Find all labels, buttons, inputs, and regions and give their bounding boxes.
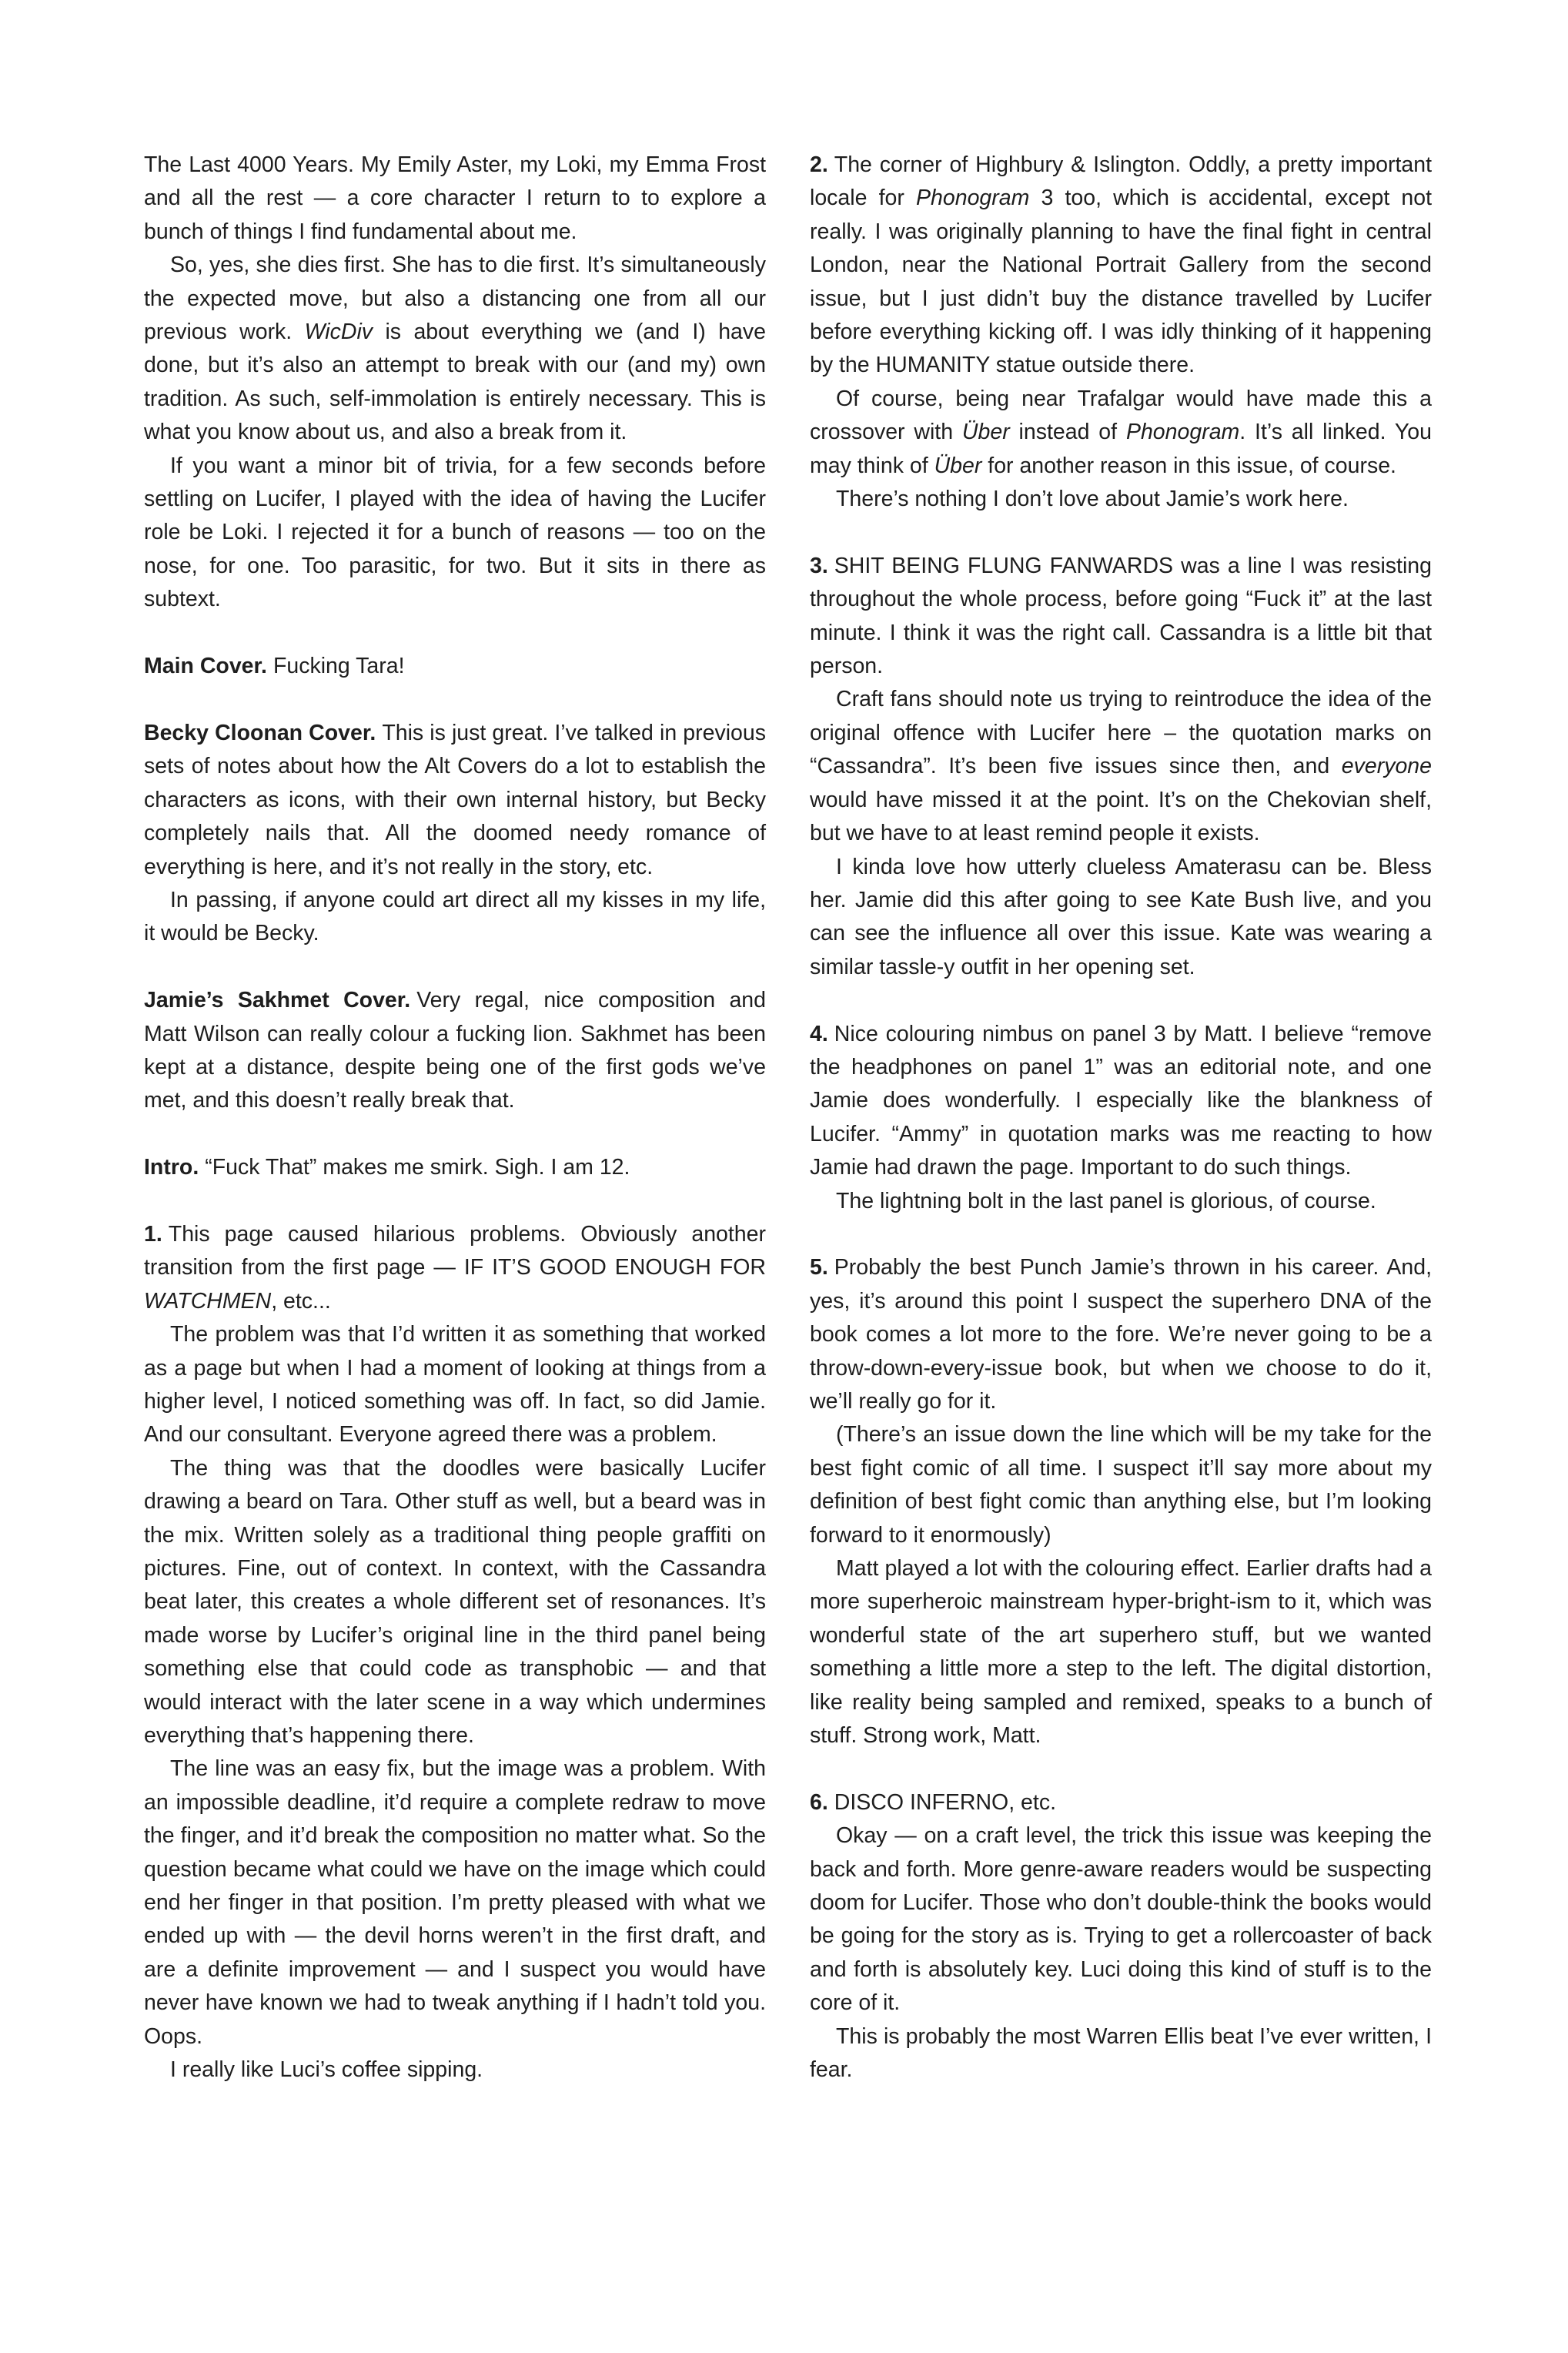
body-text: instead of <box>1009 420 1126 445</box>
paragraph <box>810 1251 1432 1418</box>
section-heading: 3. <box>810 553 828 578</box>
right-column <box>810 149 1432 2120</box>
paragraph <box>144 650 766 683</box>
body-text: DISCO INFERNO, etc. <box>834 1789 1056 1815</box>
note-section <box>144 650 766 683</box>
paragraph <box>144 2053 766 2087</box>
note-section <box>144 984 766 1118</box>
italic-title: Über <box>934 453 982 478</box>
paragraph <box>810 1185 1432 1218</box>
italic-title: WicDiv <box>304 320 373 345</box>
paragraph <box>144 984 766 1118</box>
note-section <box>144 149 766 617</box>
body-text: SHIT BEING FLUNG FANWARDS was a line I was resisting throughout the whole process, before going “Fuck it” at the last minute. I think it was the right call. Cassandra is a little bit that person. <box>810 553 1432 679</box>
section-heading: 1. <box>144 1221 162 1247</box>
paragraph <box>144 884 766 951</box>
paragraph <box>810 851 1432 985</box>
italic-title: Phonogram <box>916 186 1030 211</box>
body-text: , etc... <box>271 1288 331 1314</box>
body-text: for another reason in this issue, of course. <box>981 453 1396 478</box>
italic-title: WATCHMEN <box>144 1288 272 1314</box>
paragraph <box>810 1786 1432 1819</box>
body-text: The line was an easy fix, but the image was a problem. With an impossible deadline, it’d require a complete redraw to move the finger, and it’d break the composition no matter what. So the question became what could we have on the image which could end her finger in that position. I’m pretty pleased with what we ended up with — the devil horns weren’t in the first draft, and are a definite improvement — and I suspect you would have never have known we had to tweak anything if I hadn’t told you. Oops. <box>144 1756 766 2049</box>
note-section <box>810 550 1432 984</box>
body-text: 3 too, which is accidental, except not really. I was originally planning to have the final fight in central London, near the National Portrait Gallery from the second issue, but I just didn’t buy the distance travelled by Lucifer before everything kicking off. I was idly thinking of it happening by the HUMANITY statue outside there. <box>810 186 1433 378</box>
section-heading: 5. <box>810 1255 828 1280</box>
body-text: This is probably the most Warren Ellis beat I’ve ever written, I fear. <box>810 2023 1432 2083</box>
body-text: The Last 4000 Years. My Emily Aster, my Loki, my Emma Frost and all the rest — a core character I return to to explore a bunch of things I find fundamental about me. <box>144 152 766 244</box>
section-heading: 6. <box>810 1789 828 1815</box>
paragraph <box>810 1418 1432 1552</box>
body-text: Craft fans should note us trying to reintroduce the idea of the original offence with Lucifer here – the quotation marks on “Cassandra”. It’s been five issues since then, and <box>810 687 1432 779</box>
body-text: This page caused hilarious problems. Obviously another transition from the first page — IF IT’S GOOD ENOUGH FOR <box>144 1221 766 1280</box>
section-heading: Main Cover. <box>144 654 267 679</box>
left-column <box>144 149 766 2120</box>
body-text: The lightning bolt in the last panel is glorious, of course. <box>836 1188 1376 1213</box>
section-heading: 2. <box>810 152 828 177</box>
body-text: This is just great. I’ve talked in previous sets of notes about how the Alt Covers do a lot to establish the characters as icons, with their own internal history, but Becky completely nails that. All the doomed needy romance of everything is here, and it’s not really in the story, etc. <box>144 720 766 879</box>
body-text: “Fuck That” makes me smirk. Sigh. I am 12. <box>205 1155 630 1180</box>
note-section <box>144 1218 766 2087</box>
body-text: The corner of Highbury & Islington. Oddly, a pretty important locale for <box>810 152 1432 211</box>
body-text: Very regal, nice composition and Matt Wilson can really colour a fucking lion. Sakhmet has been kept at a distance, despite being one of the first gods we’ve met, and this doesn’t really break that. <box>144 988 766 1113</box>
body-text: In passing, if anyone could art direct all my kisses in my life, it would be Becky. <box>144 887 766 946</box>
body-text: . It’s all linked. You may think of <box>810 420 1432 478</box>
paragraph <box>144 717 766 884</box>
body-text: I kinda love how utterly clueless Amaterasu can be. Bless her. Jamie did this after going to see Kate Bush live, and you can see the influence all over this issue. Kate was wearing a similar tassle-y outfit in her opening set. <box>810 854 1432 979</box>
italic-title: everyone <box>1341 754 1432 779</box>
paragraph <box>144 1218 766 1318</box>
paragraph <box>144 1452 766 1753</box>
body-text: Of course, being near Trafalgar would have made this a crossover with <box>810 386 1432 445</box>
paragraph <box>810 149 1432 383</box>
body-text: Fucking Tara! <box>272 654 405 679</box>
body-text: Probably the best Punch Jamie’s thrown in his career. And, yes, it’s around this point I suspect the superhero DNA of the book comes a lot more to the fore. We’re never going to be a throw-down-every-issue book, but when we choose to do it, we’ll really go for it. <box>810 1255 1432 1414</box>
paragraph <box>810 383 1432 483</box>
section-heading: Intro. <box>144 1155 199 1180</box>
body-text: I really like Luci’s coffee sipping. <box>170 2057 483 2083</box>
paragraph <box>144 149 766 249</box>
section-heading: 4. <box>810 1021 828 1046</box>
body-text: Okay — on a craft level, the trick this issue was keeping the back and forth. More genre-aware readers would be suspecting doom for Lucifer. Those who don’t double-think the books would be going for the story as is. Trying to get a rollercoaster of back and forth is absolutely key. Luci doing this kind of stuff is to the core of it. <box>810 1823 1432 2016</box>
note-section <box>810 1251 1432 1752</box>
note-section <box>810 149 1432 516</box>
paragraph <box>810 2020 1432 2087</box>
body-text: (There’s an issue down the line which will be my take for the best fight comic of all time. I suspect it’ll say more about my definition of best fight comic than anything else, but I’m looking forward to it enormously) <box>810 1422 1432 1548</box>
paragraph <box>144 1318 766 1452</box>
body-text: The thing was that the doodles were basically Lucifer drawing a beard on Tara. Other stuff as well, but a beard was in the mix. Written solely as a traditional thing people graffiti on pictures. Fine, out of context. In context, with the Cassandra beat later, this creates a whole different set of resonances. It’s made worse by Lucifer’s original line in the third panel being something else that could code as transphobic — and that would interact with the later scene in a way which undermines everything that’s happening there. <box>144 1455 766 1749</box>
italic-title: Phonogram <box>1125 420 1240 445</box>
body-text: would have missed it at the point. It’s on the Chekovian shelf, but we have to at least remind people it exists. <box>810 787 1432 846</box>
paragraph <box>810 683 1432 850</box>
body-text: Nice colouring nimbus on panel 3 by Matt. I believe “remove the headphones on panel 1” was an editorial note, and one Jamie does wonderfully. I especially like the blankness of Lucifer. “Ammy” in quotation marks was me reacting to how Jamie had drawn the page. Important to do such things. <box>810 1021 1432 1180</box>
paragraph <box>810 1552 1432 1752</box>
paragraph <box>810 483 1432 516</box>
body-text: There’s nothing I don’t love about Jamie’s work here. <box>836 487 1349 512</box>
note-section <box>144 1151 766 1184</box>
paragraph <box>144 249 766 449</box>
body-text: is about everything we (and I) have done, but it’s also an attempt to break with our (and my) own tradition. As such, self-immolation is entirely necessary. This is what you know about us, and also a break from it. <box>144 320 766 445</box>
note-section <box>144 717 766 951</box>
note-section <box>810 1786 1432 2087</box>
paragraph <box>144 1151 766 1184</box>
body-text: If you want a minor bit of trivia, for a few seconds before settling on Lucifer, I played with the idea of having the Lucifer role be Loki. I rejected it for a bunch of reasons — too on the nose, for one. Too parasitic, for two. But it sits in there as subtext. <box>144 453 766 612</box>
paragraph <box>810 1819 1432 2020</box>
section-heading: Becky Cloonan Cover. <box>144 720 376 745</box>
paragraph <box>144 450 766 617</box>
body-text: The problem was that I’d written it as something that worked as a page but when I had a moment of looking at things from a higher level, I noticed something was off. In fact, so did Jamie. And our consultant. Everyone agreed there was a problem. <box>144 1322 766 1448</box>
note-section <box>810 1018 1432 1218</box>
paragraph <box>810 1018 1432 1185</box>
section-heading: Jamie’s Sakhmet Cover. <box>144 988 411 1013</box>
paragraph <box>810 550 1432 684</box>
body-text: So, yes, she dies first. She has to die first. It’s simultaneously the expected move, but also a distancing one from all our previous work. <box>144 253 766 345</box>
paragraph <box>144 1752 766 2053</box>
italic-title: Über <box>961 420 1010 445</box>
body-text: Matt played a lot with the colouring effect. Earlier drafts had a more superheroic mainstream hyper-bright-ism to it, which was wonderful state of the art superhero stuff, but we wanted something a little more a step to the left. The digital distortion, like reality being sampled and remixed, speaks to a bunch of stuff. Strong work, Matt. <box>810 1556 1432 1749</box>
